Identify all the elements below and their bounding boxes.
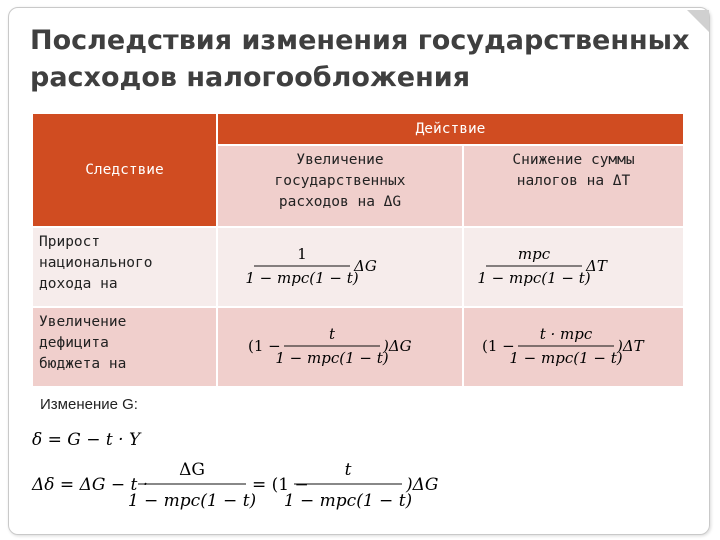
column-header-spending [217, 145, 463, 227]
equation-mid: = (1 − [252, 475, 309, 495]
fraction-denominator: 1 − mpc(1 − t) [127, 491, 257, 511]
col1-line: Увеличение [296, 152, 384, 168]
formula-income-taxes [463, 227, 684, 307]
title-line-2: расходов налогообложения [30, 62, 471, 93]
row1-label-line: национального [39, 255, 153, 271]
formula-tail: ΔT [585, 257, 607, 275]
equation-deficit-change [30, 458, 470, 516]
formula-deficit-spending [217, 307, 463, 387]
col2-line: Снижение суммы [512, 152, 635, 168]
formula-tail: )ΔG [383, 337, 412, 355]
formula-r2c1 [240, 320, 440, 370]
fraction-numerator: t [344, 460, 352, 480]
row2-label-line: дефицита [39, 335, 109, 351]
formula-tail: ΔG [354, 257, 377, 275]
row1-label-line: Прирост [39, 234, 101, 250]
consequence-header-cell [33, 114, 217, 227]
col2-line: налогов на ΔT [516, 173, 631, 189]
equation-lhs: Δδ = ΔG − t · [32, 475, 149, 495]
fraction-denominator: 1 − mpc(1 − t) [476, 269, 591, 287]
row1-label-line: дохода на [39, 276, 118, 292]
fraction-denominator: 1 − mpc(1 − t) [245, 269, 359, 287]
row2-label-line: Увеличение [39, 314, 127, 330]
title-line-1: Последствия изменения государственных [30, 25, 690, 56]
formula-deficit-taxes [463, 307, 684, 387]
formula-r1c2 [474, 240, 674, 290]
formula-r2c2 [474, 320, 674, 370]
equation-deficit [30, 428, 190, 452]
action-header-cell [217, 114, 684, 145]
action-header: Действие [415, 121, 486, 137]
fraction-numerator: t [328, 325, 336, 343]
equation-tail: )ΔG [406, 475, 439, 495]
effects-table [33, 114, 685, 388]
formula-tail: )ΔT [616, 337, 644, 355]
row-label-income [33, 227, 217, 307]
row2-label-line: бюджета на [39, 356, 127, 372]
fraction-numerator: t · mpc [539, 325, 592, 343]
fraction-numerator: 1 [297, 245, 307, 263]
col1-line: государственных [274, 173, 406, 189]
fraction-numerator: ΔG [179, 460, 205, 480]
formula-income-spending [217, 227, 463, 307]
row-label-deficit [33, 307, 217, 387]
fraction-denominator: 1 − mpc(1 − t) [508, 349, 623, 367]
fraction-numerator: mpc [517, 245, 550, 263]
equation-text: δ = G − t · Y [32, 430, 141, 450]
slide-title [30, 22, 700, 96]
consequence-header: Следствие [85, 162, 164, 178]
formula-r1c1 [240, 240, 440, 290]
fraction-denominator: 1 − mpc(1 − t) [283, 491, 413, 511]
formula-lead: (1 − [481, 337, 515, 355]
col1-line: расходов на ΔG [278, 194, 402, 210]
fraction-denominator: 1 − mpc(1 − t) [275, 349, 389, 367]
column-header-taxes [463, 145, 684, 227]
formula-lead: (1 − [248, 337, 281, 355]
change-g-note: Изменение G: [40, 396, 138, 413]
